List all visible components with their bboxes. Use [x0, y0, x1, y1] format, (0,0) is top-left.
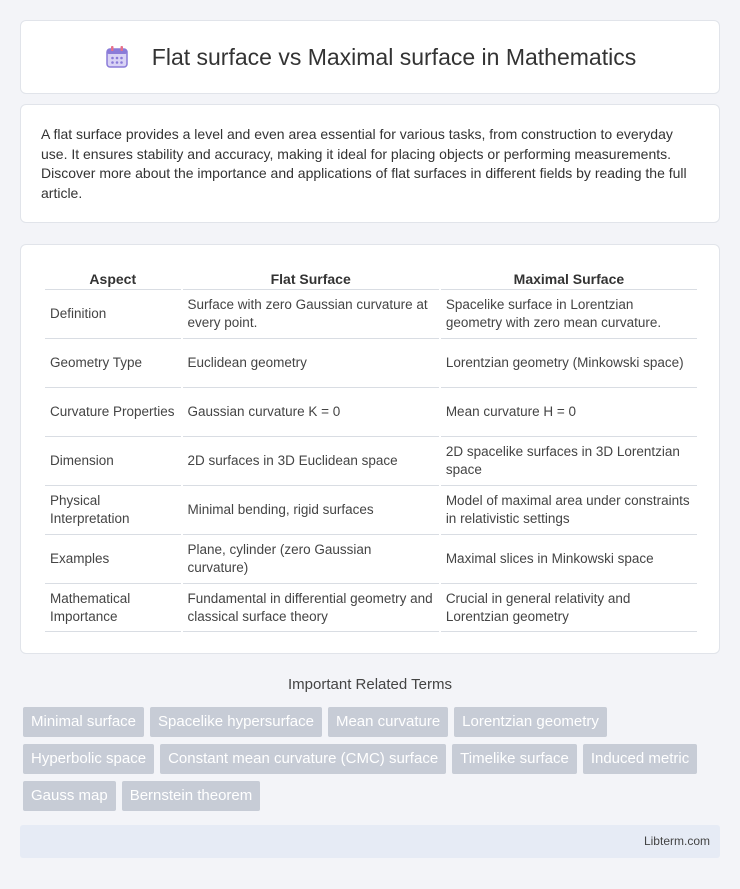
- header-aspect: Aspect: [89, 271, 137, 287]
- cell-flat: Fundamental in differential geometry and classical surface theory: [183, 583, 439, 632]
- cell-flat: Euclidean geometry: [183, 338, 439, 387]
- comparison-table: [43, 263, 699, 632]
- footer: [20, 825, 720, 858]
- cell-aspect: Examples: [45, 534, 181, 583]
- cell-aspect: Physical Interpretation: [45, 485, 181, 534]
- related-term-tag[interactable]: Bernstein theorem: [122, 781, 261, 811]
- table-row: [45, 289, 697, 338]
- cell-maximal: Maximal slices in Minkowski space: [441, 534, 697, 583]
- related-term-tag[interactable]: Minimal surface: [23, 707, 144, 737]
- related-term-tag[interactable]: Constant mean curvature (CMC) surface: [160, 744, 446, 774]
- cell-flat: Gaussian curvature K = 0: [183, 387, 439, 436]
- cell-maximal: 2D spacelike surfaces in 3D Lorentzian space: [441, 436, 697, 485]
- cell-aspect: Mathematical Importance: [45, 583, 181, 632]
- header-flat-surface: Flat Surface: [270, 271, 351, 287]
- comparison-card: [20, 244, 720, 654]
- table-row: [45, 436, 697, 485]
- table-header-row: [45, 263, 697, 289]
- cell-aspect: Dimension: [45, 436, 181, 485]
- cell-maximal: Model of maximal area under constraints in relativistic settings: [441, 485, 697, 534]
- intro-card: [20, 104, 720, 223]
- footer-site-link[interactable]: Libterm.com: [643, 834, 710, 848]
- intro-paragraph: A flat surface provides a level and even area essential for various tasks, from construction to everyday use. It ensures stability and accuracy, making it ideal for placing objects or performing measurements. Discover more about the importance and applications of flat surfaces in different fields by reading the full article.: [41, 126, 687, 201]
- cell-flat: Plane, cylinder (zero Gaussian curvature): [183, 534, 439, 583]
- related-terms-heading: Important Related Terms: [288, 676, 452, 693]
- cell-maximal: Spacelike surface in Lorentzian geometry with zero mean curvature.: [441, 289, 697, 338]
- related-term-tag[interactable]: Gauss map: [23, 781, 116, 811]
- header-maximal-surface: Maximal Surface: [513, 271, 625, 287]
- related-term-tag[interactable]: Timelike surface: [452, 744, 577, 774]
- page-title: Flat surface vs Maximal surface in Mathematics: [151, 43, 637, 70]
- related-term-tag[interactable]: Spacelike hypersurface: [150, 707, 322, 737]
- table-row: [45, 583, 697, 632]
- table-row: [45, 387, 697, 436]
- title-card: [20, 20, 720, 94]
- calendar-icon: [104, 44, 130, 70]
- related-term-tag[interactable]: Lorentzian geometry: [454, 707, 607, 737]
- related-term-tag[interactable]: Hyperbolic space: [23, 744, 154, 774]
- table-row: [45, 485, 697, 534]
- cell-aspect: Definition: [45, 289, 181, 338]
- cell-maximal: Crucial in general relativity and Lorentzian geometry: [441, 583, 697, 632]
- cell-flat: 2D surfaces in 3D Euclidean space: [183, 436, 439, 485]
- cell-flat: Surface with zero Gaussian curvature at every point.: [183, 289, 439, 338]
- cell-flat: Minimal bending, rigid surfaces: [183, 485, 439, 534]
- related-term-tag[interactable]: Mean curvature: [328, 707, 448, 737]
- cell-maximal: Lorentzian geometry (Minkowski space): [441, 338, 697, 387]
- table-row: [45, 534, 697, 583]
- related-terms-list: [23, 707, 703, 811]
- cell-maximal: Mean curvature H = 0: [441, 387, 697, 436]
- cell-aspect: Curvature Properties: [45, 387, 181, 436]
- cell-aspect: Geometry Type: [45, 338, 181, 387]
- table-row: [45, 338, 697, 387]
- related-term-tag[interactable]: Induced metric: [583, 744, 697, 774]
